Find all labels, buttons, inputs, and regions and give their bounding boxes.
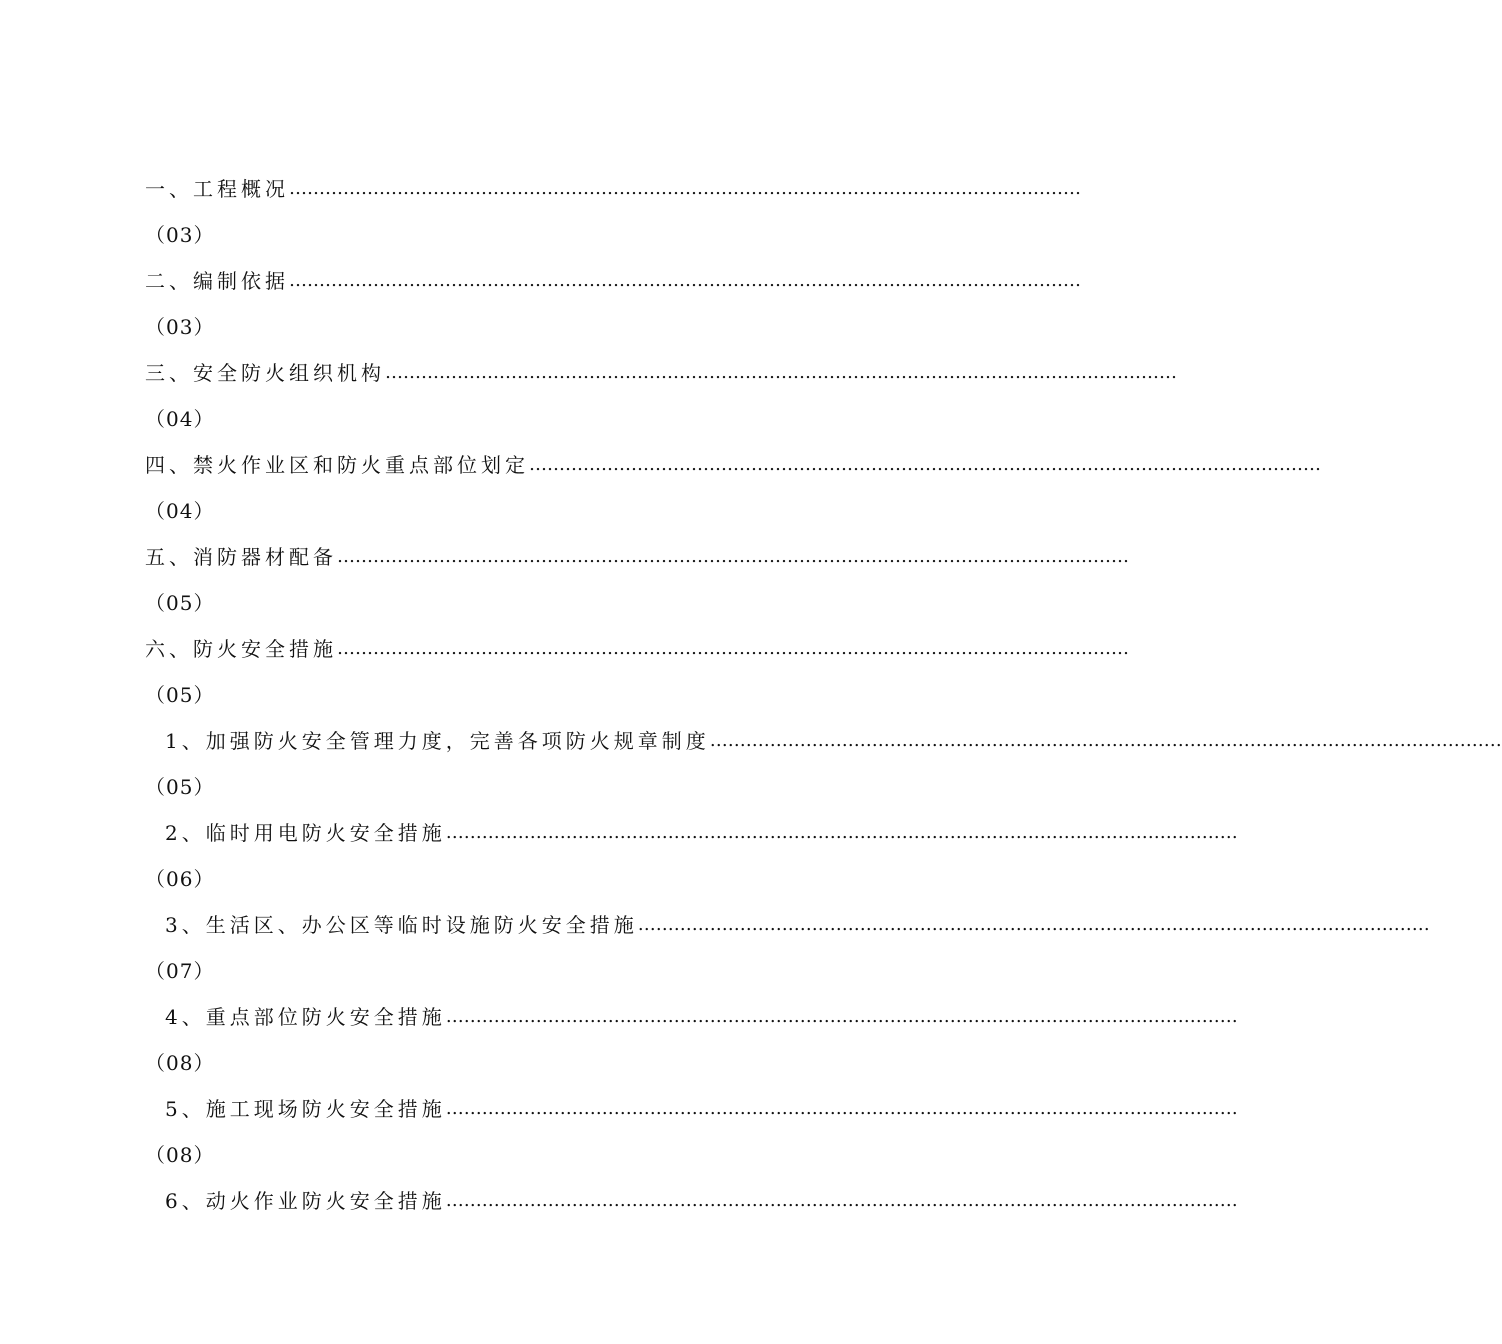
toc-leader-dots: …………………………………………………………………………………………………………………… [337, 638, 1129, 659]
toc-leader-dots: …………………………………………………………………………………………………………………… [337, 546, 1129, 567]
toc-leader-dots: …………………………………………………………………………………………………………………… [529, 454, 1321, 475]
toc-entry[interactable] [145, 902, 1430, 948]
toc-entry[interactable] [145, 994, 1238, 1040]
toc-entry[interactable] [145, 350, 1177, 396]
toc-page-number: （06） [145, 867, 215, 891]
toc-entry[interactable] [145, 534, 1129, 580]
toc-page-number: （03） [145, 315, 215, 339]
toc-entry[interactable] [145, 626, 1129, 672]
toc-entry-title: 五、消防器材配备 [145, 545, 337, 569]
toc-entry[interactable] [145, 166, 1081, 212]
toc-entry-title: 1、加强防火安全管理力度，完善各项防火规章制度 [165, 729, 710, 753]
toc-page-number: （08） [145, 1051, 215, 1075]
toc-leader-dots: …………………………………………………………………………………………………………………… [637, 914, 1430, 935]
toc-entry-title: 三、安全防火组织机构 [145, 361, 385, 385]
toc-entry-title: 2、临时用电防火安全措施 [165, 821, 446, 845]
toc-entry-title: 5、施工现场防火安全措施 [165, 1097, 446, 1121]
toc-entry[interactable] [145, 442, 1321, 488]
toc-leader-dots: …………………………………………………………………………………………………………………… [289, 270, 1081, 291]
toc-entry-title: 6、动火作业防火安全措施 [165, 1189, 446, 1213]
toc-page-number: （04） [145, 499, 215, 523]
toc-page-number: （05） [145, 591, 215, 615]
toc-entry-title: 四、禁火作业区和防火重点部位划定 [145, 453, 529, 477]
toc-page-number: （05） [145, 683, 215, 707]
toc-entry[interactable] [145, 810, 1238, 856]
toc-entry[interactable] [145, 1178, 1238, 1224]
toc-entry[interactable] [145, 258, 1081, 304]
toc-entry[interactable] [145, 718, 1502, 764]
table-of-contents [145, 166, 1502, 1224]
toc-leader-dots: …………………………………………………………………………………………………………………… [709, 730, 1502, 751]
toc-leader-dots: …………………………………………………………………………………………………………………… [445, 1190, 1238, 1211]
toc-leader-dots: …………………………………………………………………………………………………………………… [445, 1006, 1238, 1027]
toc-entry-title: 4、重点部位防火安全措施 [165, 1005, 446, 1029]
toc-page-number: （08） [145, 1143, 215, 1167]
toc-page-number: （04） [145, 407, 215, 431]
toc-page-number: （03） [145, 223, 215, 247]
toc-leader-dots: …………………………………………………………………………………………………………………… [445, 1098, 1238, 1119]
toc-entry-title: 一、工程概况 [145, 177, 289, 201]
toc-entry[interactable] [145, 1086, 1238, 1132]
toc-leader-dots: …………………………………………………………………………………………………………………… [445, 822, 1238, 843]
toc-leader-dots: …………………………………………………………………………………………………………………… [289, 178, 1081, 199]
toc-entry-title: 3、生活区、办公区等临时设施防火安全措施 [165, 913, 638, 937]
toc-entry-title: 六、防火安全措施 [145, 637, 337, 661]
toc-page-number: （05） [145, 775, 215, 799]
toc-entry-title: 二、编制依据 [145, 269, 289, 293]
toc-leader-dots: …………………………………………………………………………………………………………………… [385, 362, 1177, 383]
toc-page-number: （07） [145, 959, 215, 983]
